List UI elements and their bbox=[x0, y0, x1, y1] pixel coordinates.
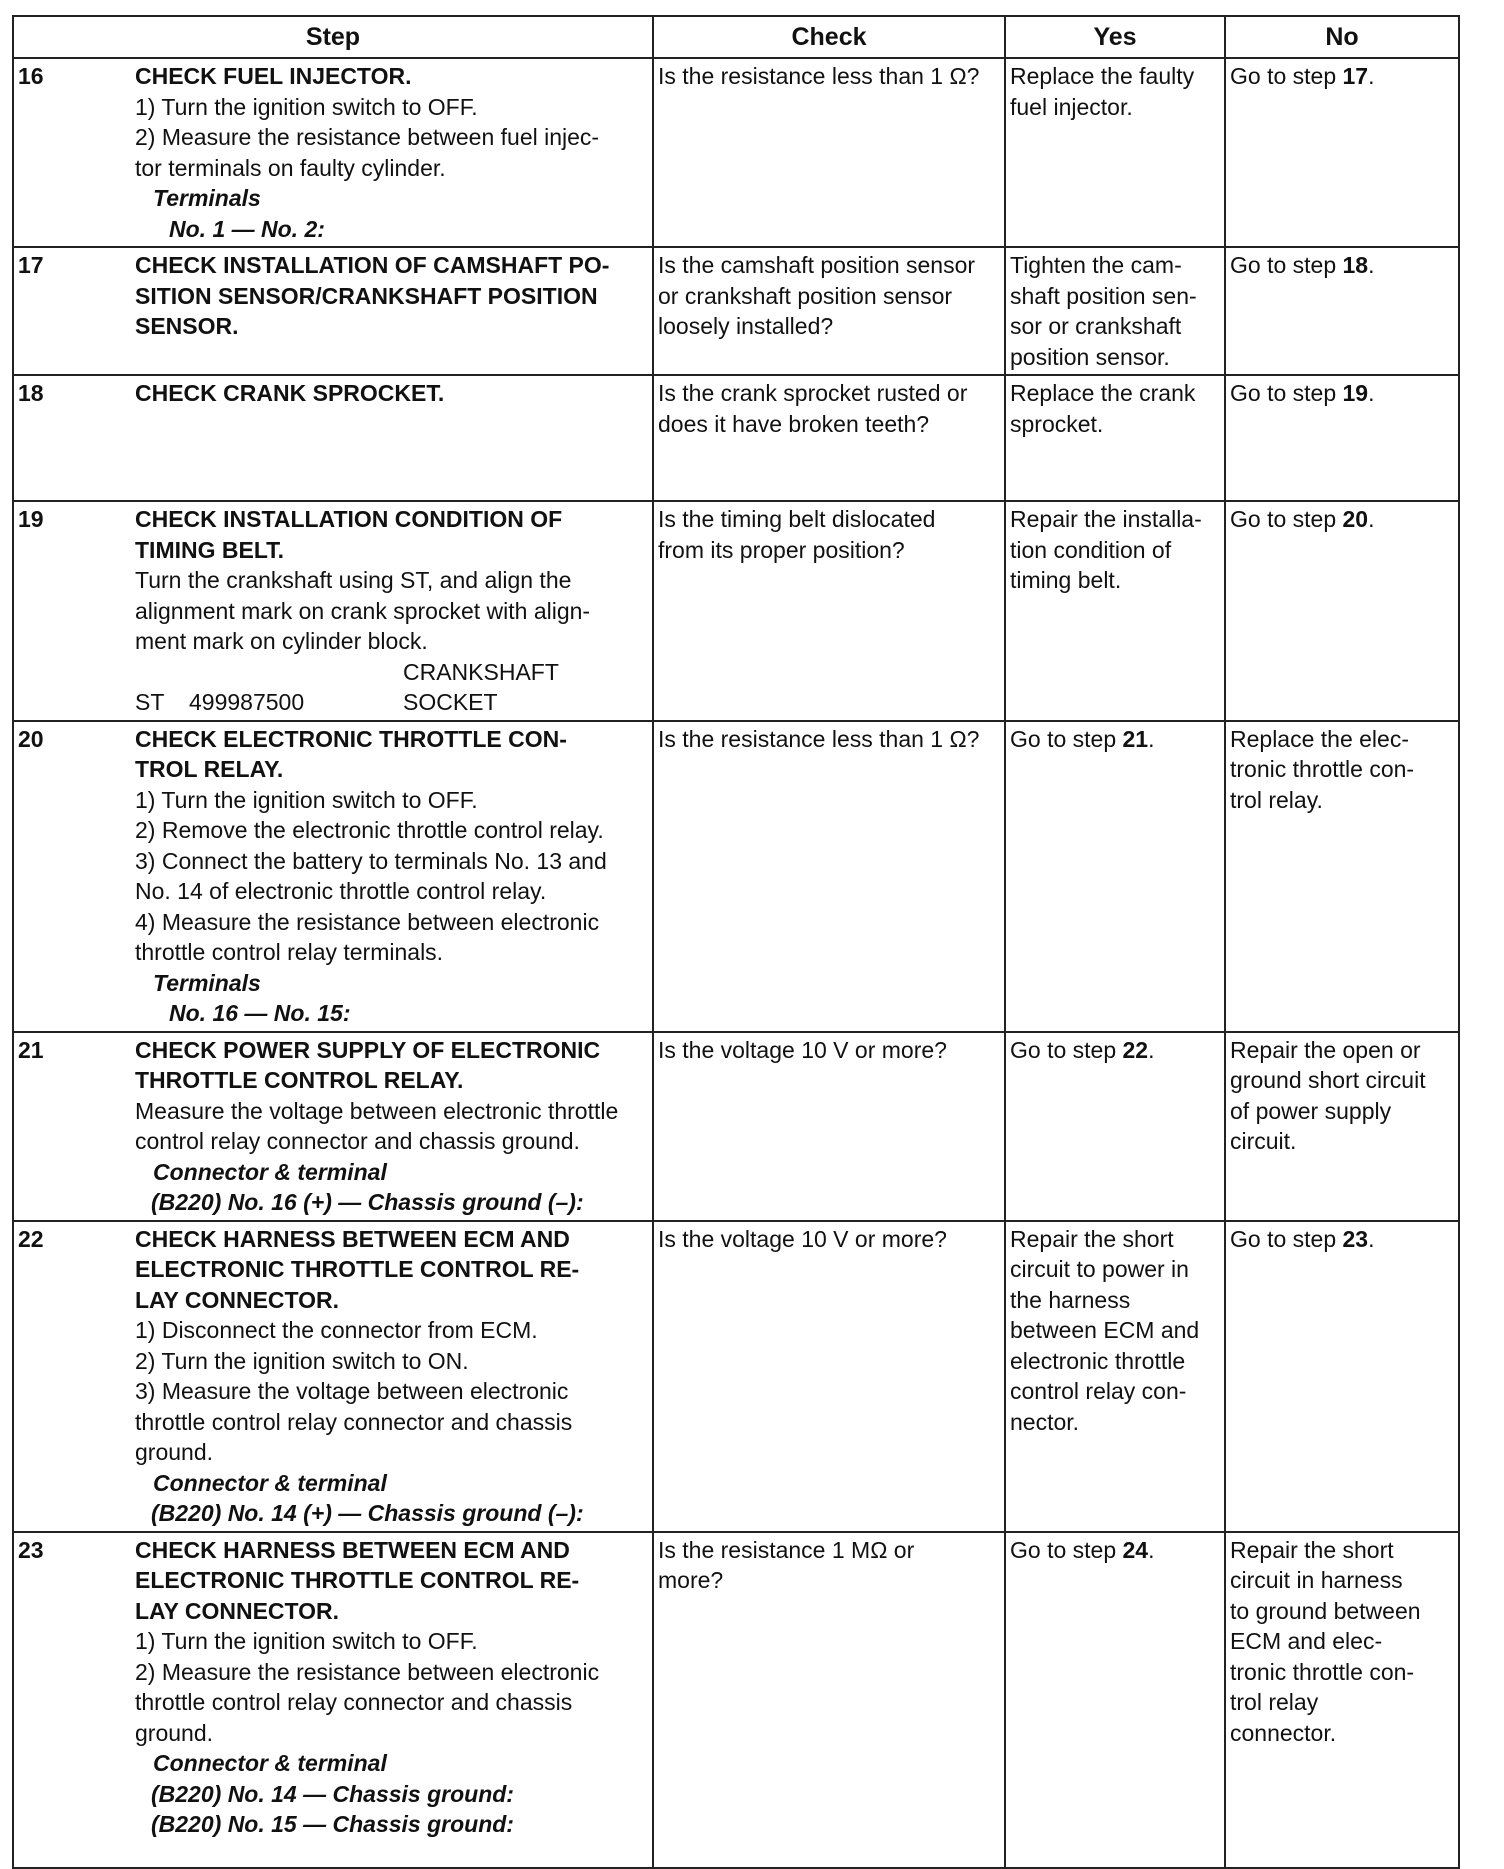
step-cell bbox=[13, 501, 653, 721]
step-instruction: 4) Measure the resistance between electronic bbox=[135, 908, 600, 935]
spec-label: Connector & terminal bbox=[153, 1158, 387, 1185]
check-cell bbox=[653, 1221, 1005, 1532]
table-row bbox=[13, 58, 1459, 247]
yes-goto-step: 21 bbox=[1122, 725, 1149, 752]
step-instruction: throttle control relay connector and chassis bbox=[135, 1689, 573, 1715]
step-instruction: 2) Measure the resistance between electronic bbox=[135, 1658, 600, 1685]
step-number: 17 bbox=[18, 252, 44, 278]
spec-value: No. 16 — No. 15: bbox=[169, 1000, 351, 1026]
special-tool bbox=[135, 657, 648, 718]
yes-action: sprocket. bbox=[1010, 410, 1104, 437]
no-goto-period: . bbox=[1368, 252, 1375, 278]
table-row bbox=[13, 501, 1459, 721]
no-goto-period: . bbox=[1368, 1225, 1375, 1252]
spec-value: (B220) No. 14 (+) — Chassis ground (–): bbox=[151, 1500, 584, 1526]
yes-cell bbox=[1005, 247, 1225, 375]
no-action: ECM and elec- bbox=[1230, 1628, 1383, 1654]
diagnostic-table bbox=[12, 15, 1460, 1869]
no-goto-step: 23 bbox=[1342, 1225, 1369, 1252]
no-goto-text: Go to step bbox=[1230, 380, 1343, 406]
step-title: CHECK HARNESS BETWEEN ECM AND bbox=[135, 1536, 570, 1563]
yes-cell bbox=[1005, 1221, 1225, 1532]
yes-goto-text: Go to step bbox=[1010, 725, 1123, 752]
step-instruction: ground. bbox=[135, 1719, 214, 1746]
yes-goto-text: Go to step bbox=[1010, 1036, 1123, 1063]
step-instruction: Turn the crankshaft using ST, and align the bbox=[135, 567, 572, 593]
yes-goto bbox=[1010, 1535, 1220, 1566]
table-row bbox=[13, 247, 1459, 375]
check-cell bbox=[653, 375, 1005, 501]
step-number: 21 bbox=[18, 1036, 44, 1063]
step-number: 22 bbox=[18, 1225, 44, 1252]
step-instruction: 1) Disconnect the connector from ECM. bbox=[135, 1317, 538, 1343]
check-question: Is the voltage 10 V or more? bbox=[658, 1036, 947, 1063]
no-action: circuit. bbox=[1230, 1128, 1297, 1154]
spec-value: (B220) No. 15 — Chassis ground: bbox=[151, 1811, 514, 1837]
no-goto-period: . bbox=[1368, 63, 1375, 89]
step-instruction: tor terminals on faulty cylinder. bbox=[135, 154, 446, 181]
step-title: SITION SENSOR/CRANKSHAFT POSITION bbox=[135, 282, 598, 309]
step-number: 18 bbox=[18, 380, 44, 406]
yes-action: nector. bbox=[1010, 1408, 1080, 1435]
yes-action: circuit to power in bbox=[1010, 1256, 1189, 1282]
no-action: tronic throttle con- bbox=[1230, 1658, 1415, 1685]
no-goto-step: 19 bbox=[1342, 380, 1369, 406]
no-action: tronic throttle con- bbox=[1230, 756, 1415, 782]
yes-action: Replace the crank bbox=[1010, 380, 1196, 406]
tool-name bbox=[403, 657, 559, 718]
step-instruction: 2) Remove the electronic throttle control relay. bbox=[135, 817, 604, 843]
check-question: Is the crank sprocket rusted or bbox=[658, 380, 968, 406]
no-cell bbox=[1225, 375, 1459, 501]
no-cell bbox=[1225, 58, 1459, 247]
check-cell bbox=[653, 1532, 1005, 1868]
step-number: 20 bbox=[18, 725, 44, 752]
yes-goto-period: . bbox=[1148, 725, 1155, 752]
step-cell bbox=[13, 721, 653, 1032]
step-title: LAY CONNECTOR. bbox=[135, 1286, 340, 1313]
step-title: ELECTRONIC THROTTLE CONTROL RE- bbox=[135, 1567, 580, 1593]
no-action: trol relay. bbox=[1230, 786, 1323, 813]
yes-goto-text: Go to step bbox=[1010, 1536, 1123, 1563]
step-number: 16 bbox=[18, 63, 44, 89]
no-goto-text: Go to step bbox=[1230, 63, 1343, 89]
no-action: of power supply bbox=[1230, 1097, 1392, 1124]
step-title: CHECK POWER SUPPLY OF ELECTRONIC bbox=[135, 1036, 601, 1063]
yes-action: Tighten the cam- bbox=[1010, 252, 1182, 278]
header-yes: Yes bbox=[1005, 16, 1225, 58]
spec-label: Terminals bbox=[153, 185, 261, 211]
step-instruction: 1) Turn the ignition switch to OFF. bbox=[135, 1628, 478, 1654]
spec-label: Terminals bbox=[153, 969, 261, 996]
step-instruction: control relay connector and chassis ground. bbox=[135, 1128, 580, 1154]
no-goto-step: 18 bbox=[1342, 252, 1369, 278]
step-title: TIMING BELT. bbox=[135, 536, 285, 563]
no-goto-step: 17 bbox=[1342, 63, 1369, 89]
spec-value: No. 1 — No. 2: bbox=[169, 215, 325, 242]
check-cell bbox=[653, 58, 1005, 247]
step-cell bbox=[13, 1032, 653, 1221]
header-row bbox=[13, 16, 1459, 58]
check-question: Is the camshaft position sensor bbox=[658, 252, 976, 278]
check-cell bbox=[653, 247, 1005, 375]
yes-goto-period: . bbox=[1148, 1536, 1155, 1563]
header-step: Step bbox=[13, 16, 653, 58]
tool-label: ST bbox=[135, 689, 165, 715]
check-question: from its proper position? bbox=[658, 536, 905, 563]
check-question: Is the resistance less than 1 Ω? bbox=[658, 725, 980, 752]
yes-goto bbox=[1010, 724, 1220, 755]
yes-action: sor or crankshaft bbox=[1010, 313, 1182, 339]
check-question: more? bbox=[658, 1567, 724, 1593]
no-goto bbox=[1230, 504, 1454, 535]
yes-action: control relay con- bbox=[1010, 1378, 1187, 1404]
yes-action: between ECM and bbox=[1010, 1317, 1200, 1343]
no-cell bbox=[1225, 247, 1459, 375]
no-action: connector. bbox=[1230, 1719, 1337, 1746]
yes-action: Replace the faulty bbox=[1010, 63, 1195, 89]
step-instruction: alignment mark on crank sprocket with align- bbox=[135, 597, 591, 624]
no-action: Replace the elec- bbox=[1230, 725, 1409, 752]
yes-action: timing belt. bbox=[1010, 567, 1122, 593]
step-instruction: 3) Measure the voltage between electronic bbox=[135, 1378, 569, 1404]
no-cell bbox=[1225, 501, 1459, 721]
step-instruction: ment mark on cylinder block. bbox=[135, 628, 428, 654]
check-question: Is the resistance 1 MΩ or bbox=[658, 1536, 915, 1563]
step-title: THROTTLE CONTROL RELAY. bbox=[135, 1067, 464, 1093]
step-title: CHECK ELECTRONIC THROTTLE CON- bbox=[135, 725, 567, 752]
spec-value: (B220) No. 14 — Chassis ground: bbox=[151, 1780, 514, 1807]
header-check: Check bbox=[653, 16, 1005, 58]
step-cell bbox=[13, 1532, 653, 1868]
spec-value: (B220) No. 16 (+) — Chassis ground (–): bbox=[151, 1189, 584, 1215]
step-instruction: ground. bbox=[135, 1439, 214, 1465]
no-goto bbox=[1230, 1224, 1454, 1255]
yes-action: tion condition of bbox=[1010, 536, 1172, 563]
check-question: Is the voltage 10 V or more? bbox=[658, 1225, 947, 1252]
yes-action: Repair the short bbox=[1010, 1225, 1174, 1252]
no-cell bbox=[1225, 1532, 1459, 1868]
step-cell bbox=[13, 1221, 653, 1532]
check-question: loosely installed? bbox=[658, 313, 834, 339]
check-question: Is the resistance less than 1 Ω? bbox=[658, 63, 980, 89]
no-goto-period: . bbox=[1368, 380, 1375, 406]
yes-cell bbox=[1005, 501, 1225, 721]
spec-label: Connector & terminal bbox=[153, 1469, 387, 1496]
no-action: circuit in harness bbox=[1230, 1567, 1403, 1593]
yes-cell bbox=[1005, 58, 1225, 247]
step-instruction: 2) Turn the ignition switch to ON. bbox=[135, 1347, 469, 1374]
no-goto-step: 20 bbox=[1342, 506, 1369, 532]
step-cell bbox=[13, 375, 653, 501]
no-goto-text: Go to step bbox=[1230, 1225, 1343, 1252]
no-goto-period: . bbox=[1368, 506, 1375, 532]
table-row bbox=[13, 375, 1459, 501]
yes-cell bbox=[1005, 721, 1225, 1032]
check-cell bbox=[653, 1032, 1005, 1221]
step-title: CHECK INSTALLATION CONDITION OF bbox=[135, 506, 563, 532]
step-instruction: 2) Measure the resistance between fuel injec- bbox=[135, 124, 600, 150]
no-action: trol relay bbox=[1230, 1689, 1319, 1715]
step-instruction: Measure the voltage between electronic throttle bbox=[135, 1097, 619, 1124]
step-instruction: 1) Turn the ignition switch to OFF. bbox=[135, 93, 478, 120]
step-instruction: throttle control relay connector and chassis bbox=[135, 1408, 573, 1435]
tool-name-line: CRANKSHAFT bbox=[403, 658, 559, 685]
table-row bbox=[13, 1532, 1459, 1868]
table-row bbox=[13, 721, 1459, 1032]
no-cell bbox=[1225, 721, 1459, 1032]
step-title: SENSOR. bbox=[135, 313, 239, 339]
check-question: or crankshaft position sensor bbox=[658, 282, 953, 309]
check-cell bbox=[653, 501, 1005, 721]
yes-goto bbox=[1010, 1035, 1220, 1066]
table-row bbox=[13, 1221, 1459, 1532]
no-goto-text: Go to step bbox=[1230, 252, 1343, 278]
spec-label: Connector & terminal bbox=[153, 1750, 387, 1776]
step-cell bbox=[13, 247, 653, 375]
yes-cell bbox=[1005, 1032, 1225, 1221]
step-instruction: throttle control relay terminals. bbox=[135, 939, 444, 965]
table-row bbox=[13, 1032, 1459, 1221]
yes-goto-period: . bbox=[1148, 1036, 1155, 1063]
yes-action: Repair the installa- bbox=[1010, 506, 1202, 532]
step-number: 23 bbox=[18, 1536, 44, 1563]
yes-goto-step: 22 bbox=[1122, 1036, 1149, 1063]
no-goto-text: Go to step bbox=[1230, 506, 1343, 532]
step-title: CHECK INSTALLATION OF CAMSHAFT PO- bbox=[135, 252, 610, 278]
yes-goto-step: 24 bbox=[1122, 1536, 1149, 1563]
step-instruction: 1) Turn the ignition switch to OFF. bbox=[135, 786, 478, 813]
step-cell bbox=[13, 58, 653, 247]
check-cell bbox=[653, 721, 1005, 1032]
no-goto bbox=[1230, 61, 1454, 92]
no-goto bbox=[1230, 378, 1454, 409]
no-action: Repair the short bbox=[1230, 1536, 1394, 1563]
step-title: LAY CONNECTOR. bbox=[135, 1597, 340, 1624]
step-instruction: No. 14 of electronic throttle control relay. bbox=[135, 878, 547, 904]
yes-action: the harness bbox=[1010, 1286, 1131, 1313]
check-question: Is the timing belt dislocated bbox=[658, 506, 936, 532]
no-action: ground short circuit bbox=[1230, 1067, 1426, 1093]
yes-cell bbox=[1005, 1532, 1225, 1868]
no-cell bbox=[1225, 1221, 1459, 1532]
yes-action: fuel injector. bbox=[1010, 93, 1133, 120]
no-goto bbox=[1230, 250, 1454, 281]
header-no: No bbox=[1225, 16, 1459, 58]
yes-action: position sensor. bbox=[1010, 343, 1170, 370]
yes-action: electronic throttle bbox=[1010, 1347, 1186, 1374]
no-action: to ground between bbox=[1230, 1597, 1421, 1624]
step-title: CHECK HARNESS BETWEEN ECM AND bbox=[135, 1225, 570, 1252]
no-action: Repair the open or bbox=[1230, 1036, 1421, 1063]
step-title: CHECK FUEL INJECTOR. bbox=[135, 63, 412, 89]
step-instruction: 3) Connect the battery to terminals No. 13 and bbox=[135, 847, 607, 874]
no-cell bbox=[1225, 1032, 1459, 1221]
yes-cell bbox=[1005, 375, 1225, 501]
check-question: does it have broken teeth? bbox=[658, 410, 930, 437]
step-title: ELECTRONIC THROTTLE CONTROL RE- bbox=[135, 1256, 580, 1282]
step-title: TROL RELAY. bbox=[135, 756, 284, 782]
tool-name-line: SOCKET bbox=[403, 689, 498, 715]
tool-number: 499987500 bbox=[189, 689, 305, 715]
step-number: 19 bbox=[18, 506, 44, 532]
step-title: CHECK CRANK SPROCKET. bbox=[135, 380, 445, 406]
yes-action: shaft position sen- bbox=[1010, 282, 1197, 309]
